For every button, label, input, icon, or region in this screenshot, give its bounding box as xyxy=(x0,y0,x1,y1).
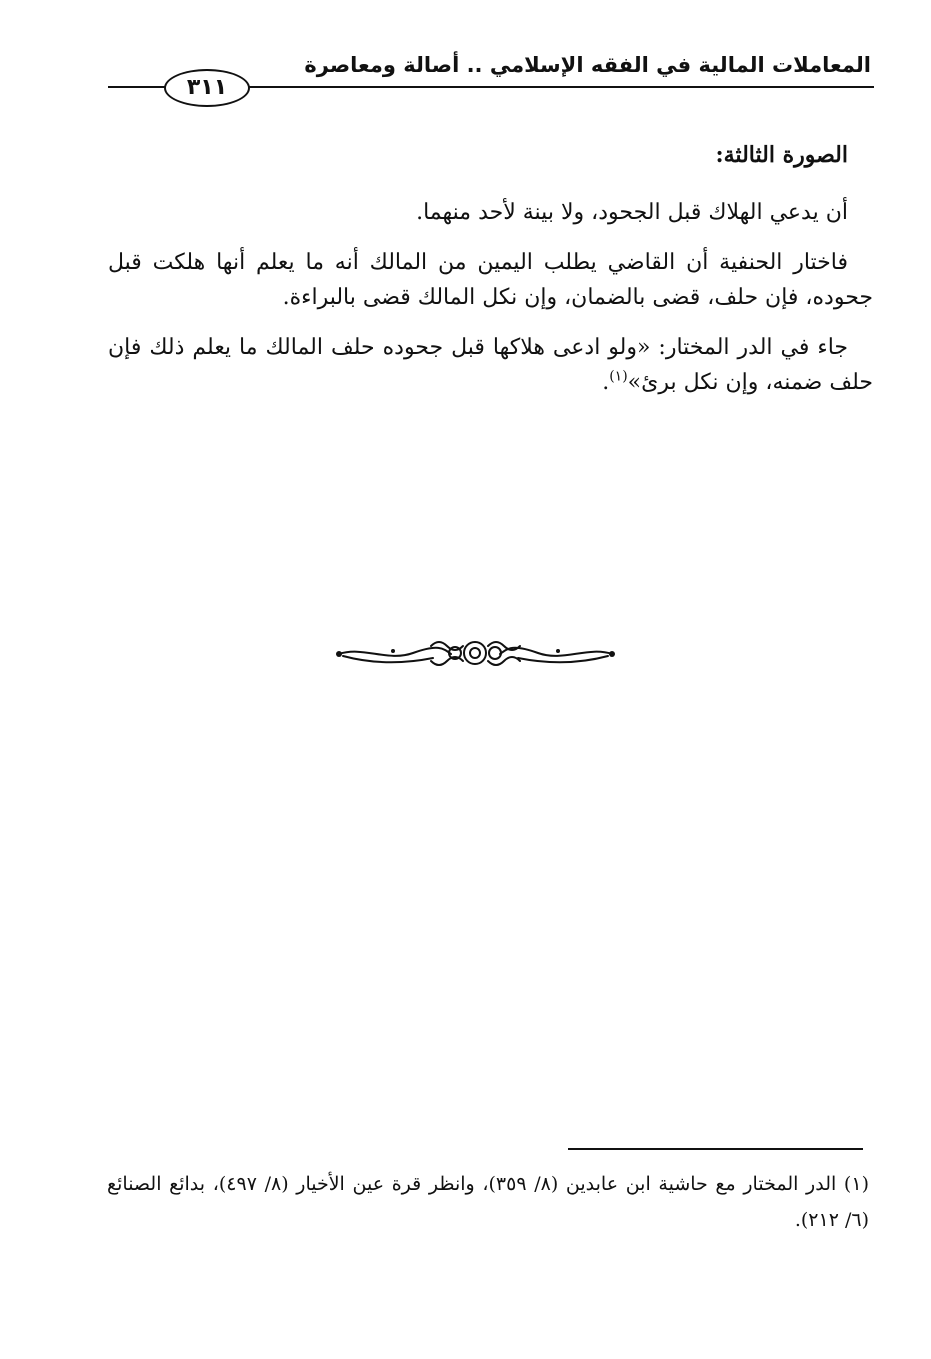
running-title: المعاملات المالية في الفقه الإسلامي .. أصالة ومعاصرة xyxy=(304,53,871,77)
section-heading: الصورة الثالثة: xyxy=(715,142,848,168)
footnote-reference: (١) xyxy=(609,368,628,385)
page-number-oval: ٣١١ xyxy=(164,69,250,107)
footnote-1: (١) الدر المختار مع حاشية ابن عابدين (٨/ ٣٥٩)، وانظر قرة عين الأخيار (٨/ ٤٩٧)، بدائع الصنائع (٦/ ٢١٢). xyxy=(107,1173,869,1231)
body-text xyxy=(108,138,873,415)
paragraph-quote xyxy=(108,330,873,400)
ornament-divider-icon xyxy=(333,634,618,672)
quote-end: . xyxy=(602,370,610,395)
paragraph-hanafi-ruling: فاختار الحنفية أن القاضي يطلب اليمين من المالك أنه ما يعلم أنها هلكت قبل جحوده، فإن حلف، قضى بالضمان، وإن نكل المالك قضى بالبراءة. xyxy=(108,250,873,310)
paragraph-claim: أن يدعي الهلاك قبل الجحود، ولا بينة لأحد منهما. xyxy=(416,200,848,225)
footnote-rule xyxy=(568,1148,863,1150)
quote-text: جاء في الدر المختار: «ولو ادعى هلاكها قبل جحوده حلف المالك ما يعلم ذلك فإن حلف ضمنه، وإن نكل برئ» xyxy=(108,335,873,395)
